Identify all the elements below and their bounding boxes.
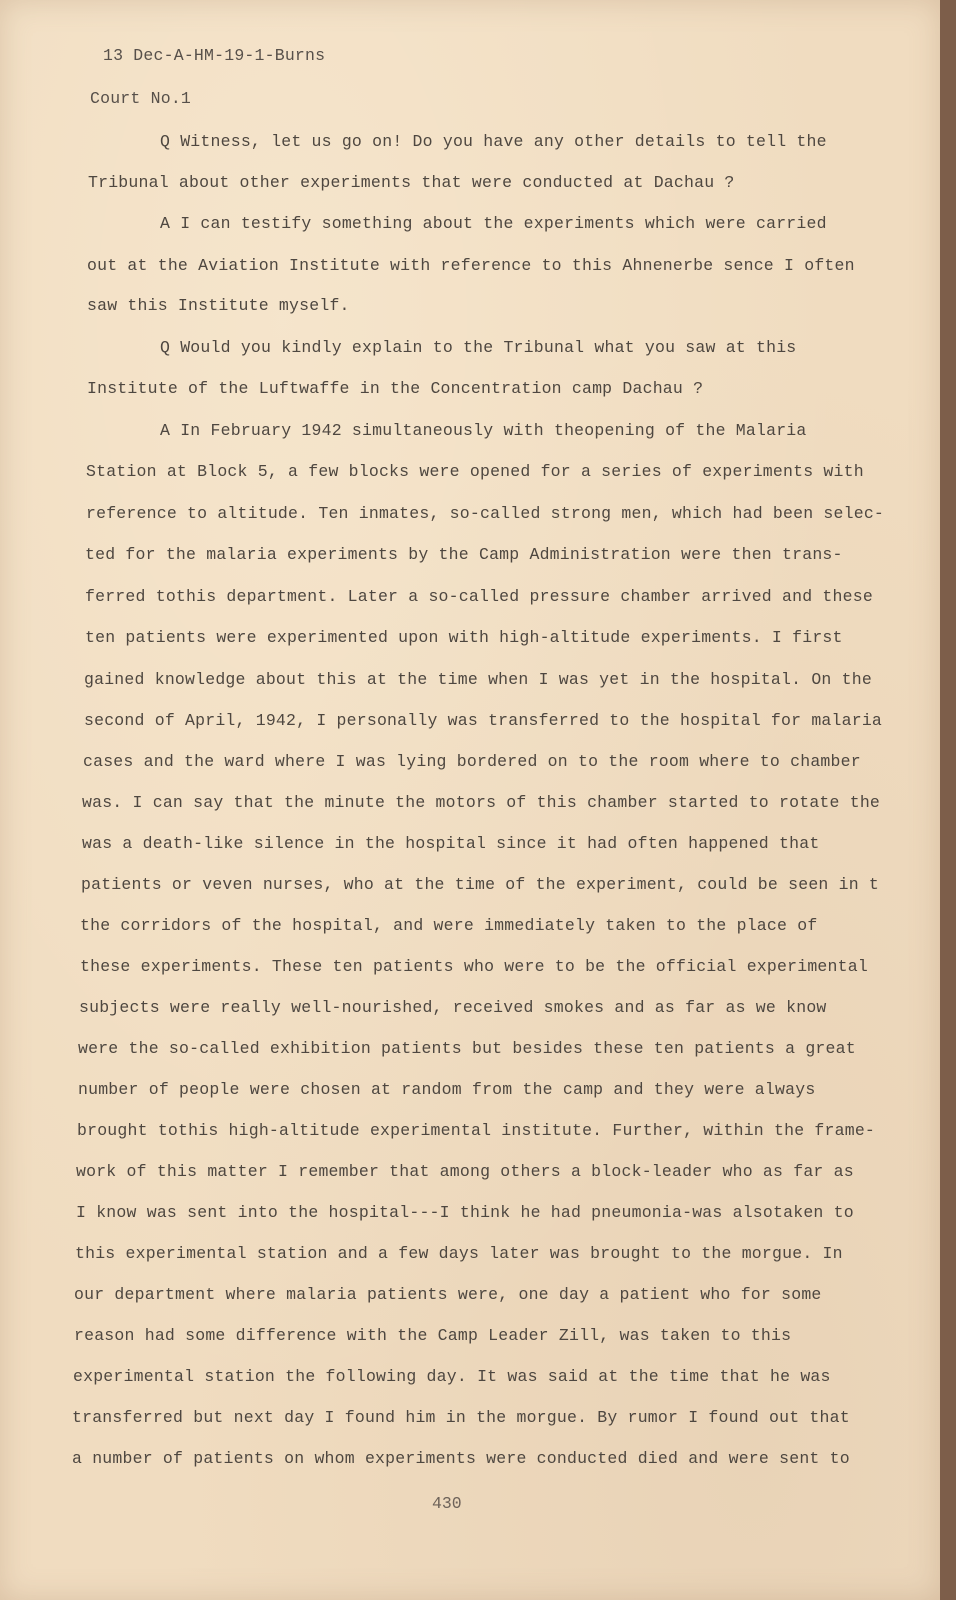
transcript-line: subjects were really well-nourished, received smokes and as far as we know — [79, 998, 827, 1017]
transcript-line: ferred tothis department. Later a so-called pressure chamber arrived and these — [85, 587, 873, 606]
transcript-line: saw this Institute myself. — [87, 296, 350, 315]
transcript-line: reason had some difference with the Camp Leader Zill, was taken to this — [74, 1326, 792, 1345]
transcript-line: Station at Block 5, a few blocks were opened for a series of experiments with — [86, 462, 864, 481]
transcript-line: second of April, 1942, I personally was transferred to the hospital for malaria — [84, 711, 883, 730]
transcript-line: number of people were chosen at random from the camp and they were always — [78, 1080, 816, 1099]
court-label: Court No.1 — [90, 89, 192, 108]
transcript-line: cases and the ward where I was lying bordered on to the room where to chamber — [83, 752, 861, 771]
transcript-line: was a death-like silence in the hospital since it had often happened that — [82, 834, 820, 853]
transcript-line: ted for the malaria experiments by the Camp Administration were then trans- — [85, 545, 843, 564]
transcript-line: patients or veven nurses, who at the time of the experiment, could be seen in t — [81, 875, 880, 894]
transcript-line: was. I can say that the minute the motors of this chamber started to rotate the — [82, 793, 881, 812]
transcript-line: I know was sent into the hospital---I think he had pneumonia-was alsotaken to — [76, 1203, 854, 1222]
transcript-line: gained knowledge about this at the time when I was yet in the hospital. On the — [84, 670, 872, 689]
transcript-line: brought tothis high-altitude experimental institute. Further, within the frame- — [77, 1121, 876, 1140]
transcript-line: Q Would you kindly explain to the Tribunal what you saw at this — [160, 338, 797, 357]
page-edge — [940, 0, 956, 1600]
transcript-line: A In February 1942 simultaneously with theopening of the Malaria — [160, 421, 807, 440]
document-reference: 13 Dec-A-HM-19-1-Burns — [103, 46, 326, 65]
transcript-line: experimental station the following day. It was said at the time that he was — [73, 1367, 831, 1386]
transcript-line: transferred but next day I found him in the morgue. By rumor I found out that — [72, 1408, 850, 1427]
transcript-line: a number of patients on whom experiments were conducted died and were sent to — [72, 1449, 850, 1468]
transcript-line: reference to altitude. Ten inmates, so-called strong men, which had been selec- — [86, 504, 885, 523]
transcript-line: Q Witness, let us go on! Do you have any other details to tell the — [160, 132, 827, 151]
transcript-line: these experiments. These ten patients who were to be the official experimental — [80, 957, 868, 976]
page-number: 430 — [432, 1494, 462, 1513]
transcript-line: Tribunal about other experiments that were conducted at Dachau ? — [88, 173, 735, 192]
transcript-line: A I can testify something about the experiments which were carried — [160, 214, 827, 233]
transcript-line: ten patients were experimented upon with high-altitude experiments. I first — [85, 628, 843, 647]
transcript-line: our department where malaria patients were, one day a patient who for some — [74, 1285, 822, 1304]
transcript-line: were the so-called exhibition patients but besides these ten patients a great — [78, 1039, 856, 1058]
transcript-line: Institute of the Luftwaffe in the Concentration camp Dachau ? — [87, 379, 704, 398]
transcript-line: the corridors of the hospital, and were immediately taken to the place of — [80, 916, 818, 935]
transcript-line: out at the Aviation Institute with reference to this Ahnenerbe sence I often — [87, 256, 855, 275]
transcript-line: this experimental station and a few days later was brought to the morgue. In — [75, 1244, 843, 1263]
transcript-line: work of this matter I remember that among others a block-leader who as far as — [76, 1162, 854, 1181]
